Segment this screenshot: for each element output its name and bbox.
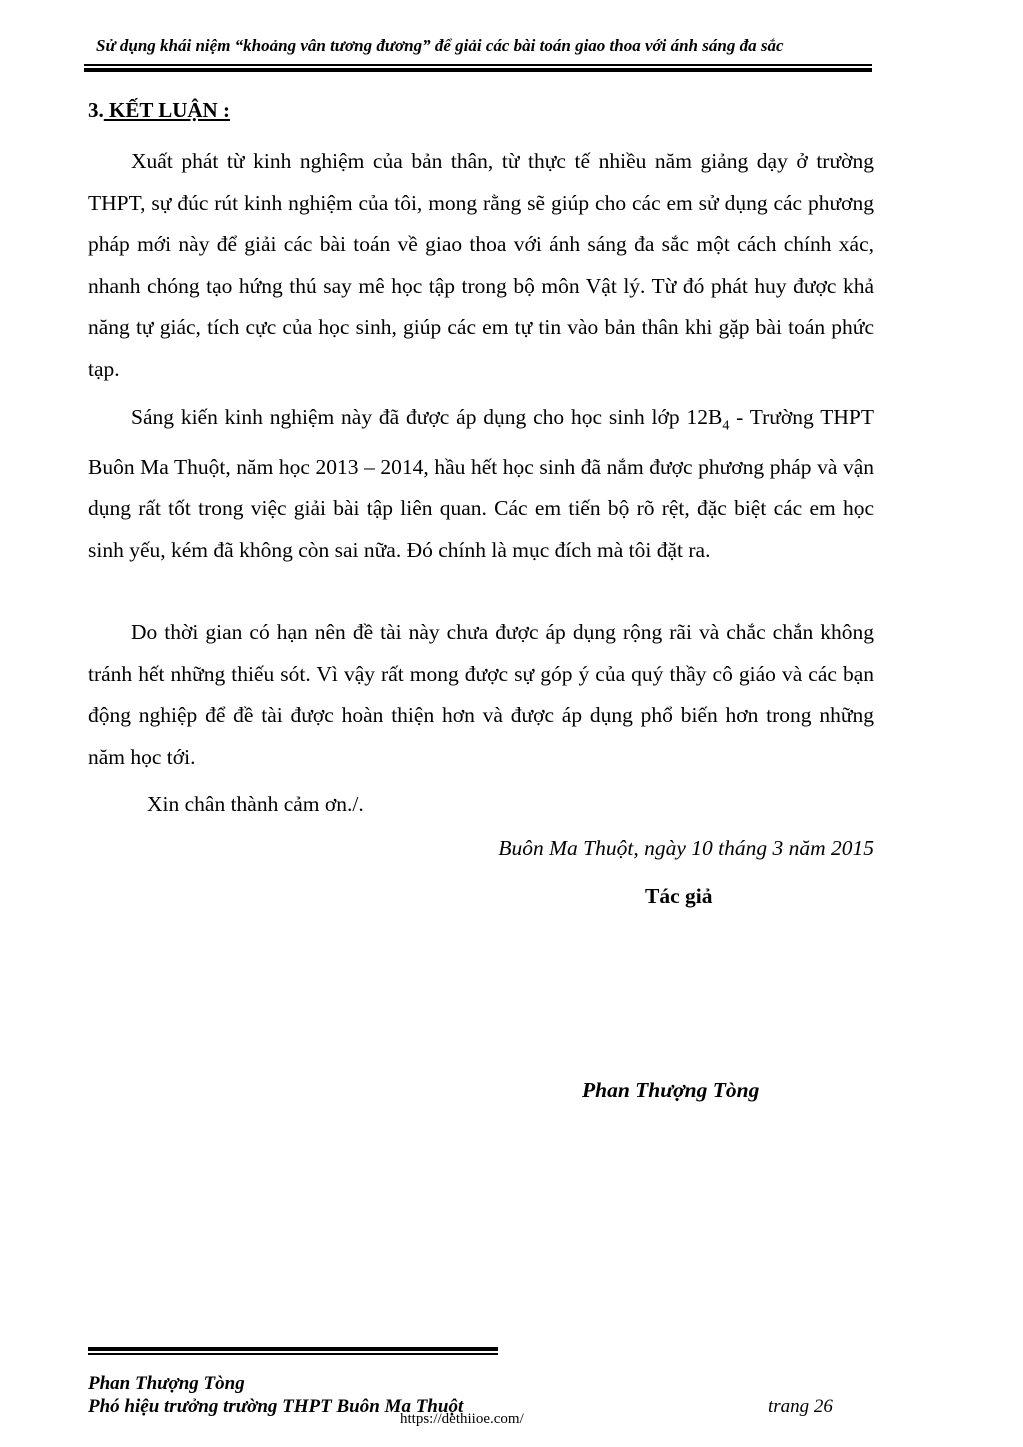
- thanks-line: Xin chân thành cảm ơn./.: [147, 792, 364, 816]
- footer-author-role: Phó hiệu trưởng trường THPT Buôn Ma Thuột: [88, 1396, 464, 1417]
- paragraph-2-end: - Trường THPT Buôn Ma Thuột, năm học 2013 – 2014, hầu hết học sinh đã nắm được phương pháp và vận dụng rất tốt trong việc giải bài tập liên quan. Các em tiến bộ rõ rệt, đặc biệt các em học sinh yếu, kém đã không còn sai nữa. Đó chính là mục đích mà tôi đặt ra.: [88, 405, 874, 562]
- section-number: 3.: [88, 98, 104, 122]
- author-label: Tác giả: [645, 884, 713, 908]
- paragraph-2: [88, 397, 874, 571]
- footer-url-link[interactable]: https://dethiioe.com/: [400, 1411, 524, 1427]
- paragraph-2-start: Sáng kiến kinh nghiệm này đã được áp dụng cho học sinh lớp 12B: [131, 405, 723, 429]
- header-divider: [84, 64, 872, 74]
- footer-divider-thick-line: [88, 1347, 498, 1351]
- footer-author-name: Phan Thượng Tòng: [88, 1373, 245, 1394]
- paragraph-3: Do thời gian có hạn nên đề tài này chưa được áp dụng rộng rãi và chắc chắn không tránh hết những thiếu sót. Vì vậy rất mong được sự góp ý của quý thầy cô giáo và các bạn động nghiệp để đề tài được hoàn thiện hơn và được áp dụng phổ biến hơn trong những năm học tới.: [88, 620, 874, 769]
- footer-divider-thin-line: [88, 1353, 498, 1355]
- running-header: Sử dụng khái niệm “khoảng vân tương đương” để giải các bài toán giao thoa với ánh sáng đa sắc: [96, 36, 784, 55]
- section-title: KẾT LUẬN :: [103, 98, 230, 122]
- class-subscript: 4: [722, 418, 730, 434]
- footer-divider: [88, 1347, 498, 1357]
- date-line: Buôn Ma Thuột, ngày 10 tháng 3 năm 2015: [498, 836, 874, 860]
- header-divider-thin-line: [84, 64, 872, 66]
- author-name: Phan Thượng Tòng: [582, 1078, 760, 1102]
- section-heading: [88, 98, 230, 123]
- page-number: trang 26: [768, 1396, 833, 1417]
- header-divider-thick-line: [84, 68, 872, 72]
- paragraph-1: Xuất phát từ kinh nghiệm của bản thân, từ thực tế nhiều năm giảng dạy ở trường THPT, sự đúc rút kinh nghiệm của tôi, mong rằng sẽ giúp cho các em sử dụng các phương pháp mới này để giải các bài toán về giao thoa với ánh sáng đa sắc một cách chính xác, nhanh chóng tạo hứng thú say mê học tập trong bộ môn Vật lý. Từ đó phát huy được khả năng tự giác, tích cực của học sinh, giúp các em tự tin vào bản thân khi gặp bài toán phức tạp.: [88, 149, 874, 381]
